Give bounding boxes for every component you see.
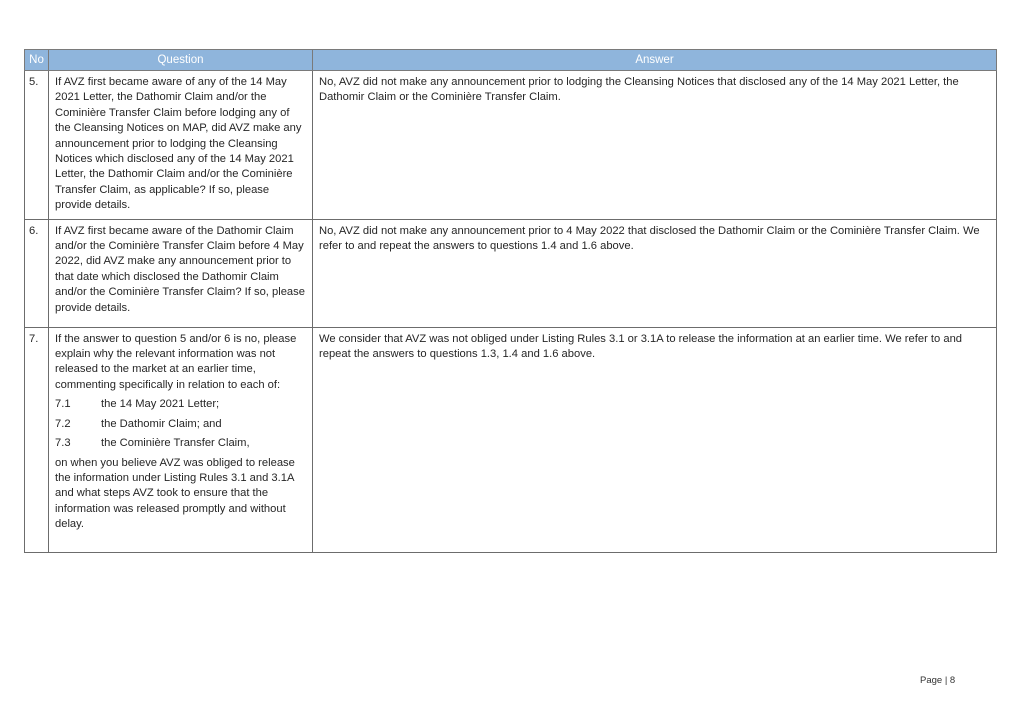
question-cell: If AVZ first became aware of any of the 14 May 2021 Letter, the Dathomir Claim and/or the Cominière Transfer Claim before lodging any of the Cleansing Notices on MAP, did AVZ make any announcement prior to lodging the Cleansing Notices which disclosed any of the 14 May 2021 Letter, the Dathomir Claim and/or the Cominière Transfer Claim, as applicable? If so, please provide details. [49, 71, 313, 220]
header-answer: Answer [313, 50, 997, 71]
answer-cell: No, AVZ did not make any announcement prior to lodging the Cleansing Notices that disclosed any of the 14 May 2021 Letter, the Dathomir Claim or the Cominière Transfer Claim. [313, 71, 997, 220]
qa-table [24, 49, 997, 553]
sub-item-text: the 14 May 2021 Letter; [101, 398, 220, 411]
sub-item-text: the Dathomir Claim; and [101, 417, 222, 430]
table-row [25, 219, 997, 327]
sub-item [55, 417, 306, 432]
table-row [25, 327, 997, 552]
question-cell [49, 327, 313, 552]
question-cell: If AVZ first became aware of the Dathomir Claim and/or the Cominière Transfer Claim before 4 May 2022, did AVZ make any announcement prior to that date which disclosed the Dathomir Claim and/or the Cominière Transfer Claim? If so, please provide details. [49, 219, 313, 327]
answer-cell: We consider that AVZ was not obliged under Listing Rules 3.1 or 3.1A to release the information at an earlier time. We refer to and repeat the answers to questions 1.3, 1.4 and 1.6 above. [313, 327, 997, 552]
table-header-row [25, 50, 997, 71]
sub-item [55, 436, 306, 451]
page-number: Page | 8 [920, 675, 956, 686]
sub-item-number: 7.3 [55, 437, 71, 450]
question-outro: on when you believe AVZ was obliged to release the information under Listing Rules 3.1 and 3.1A and what steps AVZ took to ensure that the information was released promptly and without delay. [55, 456, 295, 531]
row-number: 6. [25, 219, 49, 327]
sub-item-number: 7.2 [55, 417, 71, 430]
answer-cell: No, AVZ did not make any announcement prior to 4 May 2022 that disclosed the Dathomir Claim or the Cominière Transfer Claim. We refer to and repeat the answers to questions 1.4 and 1.6 above. [313, 219, 997, 327]
sub-item-number: 7.1 [55, 398, 71, 411]
header-no: No [25, 50, 49, 71]
sub-item [55, 397, 306, 412]
table-row [25, 71, 997, 220]
row-number: 7. [25, 327, 49, 552]
row-number: 5. [25, 71, 49, 220]
question-intro: If the answer to question 5 and/or 6 is no, please explain why the relevant information was not released to the market at an earlier time, commenting specifically in relation to each of: [55, 332, 297, 391]
sub-item-text: the Cominière Transfer Claim, [101, 437, 250, 450]
header-question: Question [49, 50, 313, 71]
